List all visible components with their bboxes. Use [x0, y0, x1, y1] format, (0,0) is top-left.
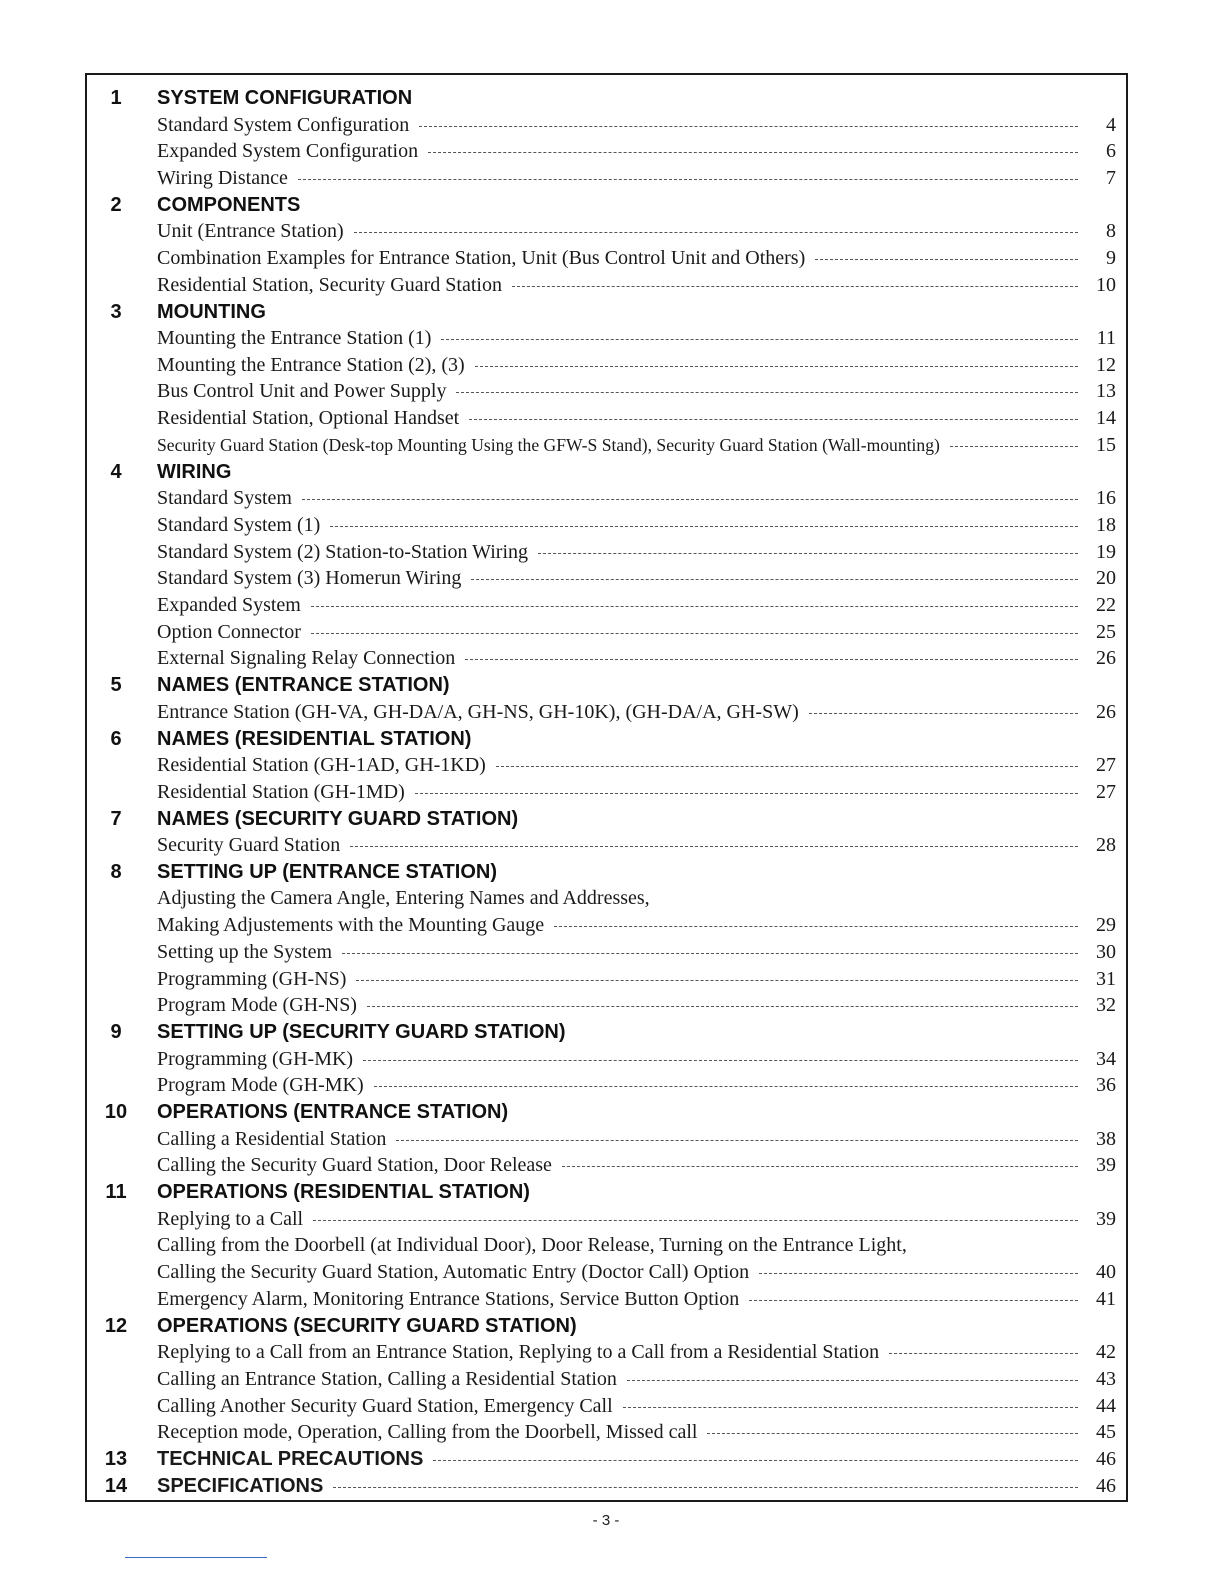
entry-title: Reception mode, Operation, Calling from the Doorbell, Missed call — [157, 1421, 698, 1444]
toc-row — [87, 1259, 1126, 1286]
toc-entry[interactable] — [157, 1446, 1116, 1473]
toc-row — [87, 592, 1126, 619]
section-number: 5 — [110, 674, 122, 697]
section-number: 4 — [110, 460, 122, 483]
toc-entry[interactable] — [157, 1046, 1116, 1073]
dot-leader — [350, 846, 1078, 847]
entry-title: Mounting the Entrance Station (2), (3) — [157, 353, 465, 376]
entry-title: Replying to a Call from an Entrance Station, Replying to a Call from a Residential Station — [157, 1341, 880, 1364]
page-ref: 41 — [1096, 1287, 1116, 1310]
page-number: - 3 - — [592, 1512, 620, 1529]
dot-leader — [623, 1407, 1078, 1408]
page-ref: 39 — [1096, 1207, 1116, 1230]
toc-row — [87, 539, 1126, 566]
toc-section-heading — [87, 726, 1126, 753]
toc-section-heading — [87, 859, 1126, 886]
toc-entry[interactable] — [157, 379, 1116, 406]
dot-leader — [759, 1273, 1078, 1274]
toc-entry[interactable] — [157, 912, 1116, 939]
toc-entry[interactable] — [157, 1126, 1116, 1153]
page-ref: 28 — [1096, 834, 1116, 857]
dot-leader — [302, 499, 1078, 500]
toc-row — [87, 112, 1126, 139]
entry-title: Standard System (2) Station-to-Station Wiring — [157, 540, 529, 563]
page-ref: 22 — [1096, 593, 1116, 616]
page-ref: 46 — [1096, 1474, 1116, 1497]
dot-leader — [333, 1487, 1078, 1488]
toc-entry[interactable] — [157, 1419, 1116, 1446]
entry-title: Calling the Security Guard Station, Automatic Entry (Doctor Call) Option — [157, 1261, 750, 1284]
dot-leader — [538, 553, 1078, 554]
page-ref: 9 — [1106, 246, 1116, 269]
entry-title: Expanded System Configuration — [157, 140, 419, 163]
toc-row — [87, 352, 1126, 379]
toc-entry[interactable] — [157, 1393, 1116, 1420]
toc-entry[interactable] — [157, 832, 1116, 859]
page-ref: 15 — [1096, 433, 1116, 456]
entry-title: Standard System — [157, 487, 292, 510]
toc-entry[interactable] — [157, 512, 1116, 539]
section-number: 2 — [110, 193, 122, 216]
toc-row — [87, 1126, 1126, 1153]
toc-row — [87, 1072, 1126, 1099]
entry-title: Option Connector — [157, 620, 301, 643]
page-ref: 14 — [1096, 407, 1116, 430]
entry-title: External Signaling Relay Connection — [157, 647, 456, 670]
section-title: TECHNICAL PRECAUTIONS — [157, 1447, 424, 1470]
toc-entry[interactable] — [157, 752, 1116, 779]
toc-row — [87, 832, 1126, 859]
entry-title: Program Mode (GH-NS) — [157, 994, 357, 1017]
section-title: COMPONENTS — [157, 193, 301, 216]
toc-entry[interactable] — [157, 619, 1116, 646]
section-number: 12 — [104, 1314, 128, 1337]
entry-title: Standard System (3) Homerun Wiring — [157, 567, 462, 590]
page-ref: 26 — [1096, 647, 1116, 670]
dot-leader — [496, 766, 1078, 767]
entry-title: Unit (Entrance Station) — [157, 220, 344, 243]
toc-entry[interactable] — [157, 485, 1116, 512]
toc-section-heading — [87, 1019, 1126, 1046]
entry-title: Standard System Configuration — [157, 113, 410, 136]
toc-entry[interactable] — [157, 218, 1116, 245]
entry-title: Adjusting the Camera Angle, Entering Names and Addresses, — [157, 887, 650, 910]
dot-leader — [311, 606, 1078, 607]
dot-leader — [465, 659, 1078, 660]
toc-entry[interactable] — [157, 1153, 1116, 1180]
entry-title: Calling a Residential Station — [157, 1127, 387, 1150]
toc-entry[interactable] — [157, 325, 1116, 352]
dot-leader — [367, 1006, 1078, 1007]
toc-row — [87, 512, 1126, 539]
dot-leader — [415, 793, 1078, 794]
toc-section-heading — [87, 1179, 1126, 1206]
entry-title: Calling from the Doorbell (at Individual Door), Door Release, Turning on the Entrance Light, — [157, 1234, 907, 1257]
toc-section-heading — [87, 1099, 1126, 1126]
section-title: SPECIFICATIONS — [157, 1474, 324, 1497]
section-title: NAMES (SECURITY GUARD STATION) — [157, 807, 519, 830]
page-ref: 16 — [1096, 487, 1116, 510]
page-ref: 39 — [1096, 1154, 1116, 1177]
toc-row — [87, 645, 1126, 672]
dot-leader — [889, 1353, 1078, 1354]
toc-section-heading — [87, 299, 1126, 326]
page-ref: 4 — [1106, 113, 1116, 136]
toc-row — [87, 1339, 1126, 1366]
entry-title: Making Adjustements with the Mounting Gauge — [157, 914, 545, 937]
dot-leader — [512, 286, 1078, 287]
toc-row — [87, 272, 1126, 299]
dot-leader — [396, 1140, 1078, 1141]
section-number: 11 — [105, 1181, 127, 1204]
page-ref: 8 — [1106, 220, 1116, 243]
dot-leader — [428, 152, 1078, 153]
toc-entry[interactable] — [157, 966, 1116, 993]
page-ref: 19 — [1096, 540, 1116, 563]
toc-row — [87, 912, 1126, 939]
entry-title: Wiring Distance — [157, 166, 288, 189]
toc-row — [87, 245, 1126, 272]
toc-entry[interactable] — [157, 1339, 1116, 1366]
toc-entry[interactable] — [157, 699, 1116, 726]
entry-title: Residential Station, Security Guard Station — [157, 273, 502, 296]
page-ref: 27 — [1096, 754, 1116, 777]
toc-entry[interactable] — [157, 1233, 1086, 1260]
toc-entry[interactable] — [157, 992, 1116, 1019]
section-title: SYSTEM CONFIGURATION — [157, 87, 413, 109]
section-title: SETTING UP (ENTRANCE STATION) — [157, 860, 497, 883]
page-ref: 25 — [1096, 620, 1116, 643]
toc-row — [87, 405, 1126, 432]
toc-row — [87, 325, 1126, 352]
toc-section-heading — [87, 672, 1126, 699]
toc-entry[interactable] — [157, 1072, 1116, 1099]
entry-title: Entrance Station (GH-VA, GH-DA/A, GH-NS, GH-10K), (GH-DA/A, GH-SW) — [157, 700, 799, 723]
page-ref: 7 — [1106, 166, 1116, 189]
section-number: 1 — [110, 87, 122, 109]
entry-title: Mounting the Entrance Station (1) — [157, 327, 432, 350]
toc-entry[interactable] — [157, 138, 1116, 165]
toc-entry[interactable] — [157, 165, 1116, 192]
page-ref: 43 — [1096, 1367, 1116, 1390]
dot-leader — [456, 392, 1078, 393]
section-title: OPERATIONS (SECURITY GUARD STATION) — [157, 1314, 577, 1337]
dot-leader — [433, 1460, 1078, 1461]
dot-leader — [356, 980, 1078, 981]
dot-leader — [469, 419, 1078, 420]
page-ref: 46 — [1096, 1447, 1116, 1470]
section-title: WIRING — [157, 460, 232, 483]
section-number: 13 — [104, 1448, 128, 1471]
toc-row — [87, 1233, 1126, 1260]
entry-title: Combination Examples for Entrance Station, Unit (Bus Control Unit and Others) — [157, 246, 806, 269]
section-title: MOUNTING — [157, 300, 266, 323]
toc-entry[interactable] — [157, 592, 1116, 619]
dot-leader — [562, 1166, 1078, 1167]
page-ref: 30 — [1096, 940, 1116, 963]
toc-entry[interactable] — [157, 272, 1116, 299]
entry-title: Setting up the System — [157, 940, 332, 963]
divider — [125, 1557, 267, 1558]
dot-leader — [809, 713, 1078, 714]
toc-row — [87, 1419, 1126, 1446]
dot-leader — [950, 446, 1078, 447]
toc-row — [87, 379, 1126, 406]
section-number: 7 — [110, 807, 122, 830]
section-number: 14 — [104, 1474, 128, 1497]
toc-section-heading — [87, 1446, 1126, 1473]
section-title: NAMES (ENTRANCE STATION) — [157, 674, 450, 697]
toc-row — [87, 1286, 1126, 1313]
page-ref: 13 — [1096, 380, 1116, 403]
toc-row — [87, 1366, 1126, 1393]
toc-entry[interactable] — [157, 1259, 1116, 1286]
dot-leader — [298, 179, 1078, 180]
page-ref: 6 — [1106, 140, 1116, 163]
entry-title: Calling an Entrance Station, Calling a Residential Station — [157, 1367, 617, 1390]
section-title: OPERATIONS (RESIDENTIAL STATION) — [157, 1181, 530, 1204]
toc-entry[interactable] — [157, 779, 1116, 806]
section-number: 10 — [104, 1101, 128, 1124]
entry-title: Programming (GH-NS) — [157, 967, 347, 990]
toc-row — [87, 218, 1126, 245]
page-ref: 44 — [1096, 1394, 1116, 1417]
entry-title: Expanded System — [157, 593, 301, 616]
page-ref: 10 — [1096, 273, 1116, 296]
dot-leader — [330, 526, 1078, 527]
toc-entry[interactable] — [157, 432, 1116, 459]
page-ref: 36 — [1096, 1074, 1116, 1097]
page-ref: 34 — [1096, 1047, 1116, 1070]
toc-row — [87, 165, 1126, 192]
toc-entry[interactable] — [157, 112, 1116, 139]
section-number: 8 — [110, 860, 122, 883]
dot-leader — [354, 232, 1078, 233]
table-of-contents — [85, 73, 1128, 1502]
entry-title: Security Guard Station — [157, 834, 341, 857]
toc-row — [87, 619, 1126, 646]
page-ref: 11 — [1096, 327, 1116, 350]
entry-title: Bus Control Unit and Power Supply — [157, 380, 447, 403]
section-number: 3 — [110, 300, 122, 323]
page-ref: 20 — [1096, 567, 1116, 590]
toc-entry[interactable] — [157, 245, 1116, 272]
toc-entry[interactable] — [157, 1473, 1116, 1500]
toc-entry[interactable] — [157, 405, 1116, 432]
page-ref: 42 — [1096, 1341, 1116, 1364]
section-title: SETTING UP (SECURITY GUARD STATION) — [157, 1021, 566, 1044]
toc-row — [87, 138, 1126, 165]
page-ref: 45 — [1096, 1421, 1116, 1444]
toc-row — [87, 1046, 1126, 1073]
dot-leader — [471, 579, 1078, 580]
toc-entry[interactable] — [157, 1286, 1116, 1313]
entry-title: Residential Station (GH-1MD) — [157, 780, 405, 803]
page-ref: 38 — [1096, 1127, 1116, 1150]
toc-entry[interactable] — [157, 352, 1116, 379]
entry-title: Calling Another Security Guard Station, Emergency Call — [157, 1394, 613, 1417]
section-title: NAMES (RESIDENTIAL STATION) — [157, 727, 472, 750]
toc-row — [87, 699, 1126, 726]
toc-section-heading — [87, 1473, 1126, 1500]
toc-row — [87, 1206, 1126, 1233]
entry-title: Emergency Alarm, Monitoring Entrance Stations, Service Button Option — [157, 1287, 740, 1310]
section-number: 6 — [110, 727, 122, 750]
toc-entry[interactable] — [157, 645, 1116, 672]
toc-section-heading — [87, 1313, 1126, 1340]
page-ref: 27 — [1096, 780, 1116, 803]
section-number: 9 — [110, 1021, 122, 1044]
page-ref: 40 — [1096, 1261, 1116, 1284]
entry-title: Residential Station (GH-1AD, GH-1KD) — [157, 754, 486, 777]
toc-row — [87, 752, 1126, 779]
dot-leader — [441, 339, 1078, 340]
dot-leader — [342, 953, 1078, 954]
dot-leader — [363, 1060, 1078, 1061]
dot-leader — [311, 633, 1078, 634]
toc-list — [87, 85, 1126, 1499]
toc-row — [87, 992, 1126, 1019]
toc-section-heading — [87, 192, 1126, 219]
entry-title: Program Mode (GH-MK) — [157, 1074, 364, 1097]
toc-entry[interactable] — [157, 565, 1116, 592]
section-title: OPERATIONS (ENTRANCE STATION) — [157, 1101, 509, 1124]
toc-row — [87, 939, 1126, 966]
page-ref: 32 — [1096, 994, 1116, 1017]
dot-leader — [749, 1300, 1078, 1301]
dot-leader — [313, 1220, 1078, 1221]
toc-entry[interactable] — [157, 539, 1116, 566]
entry-title: Replying to a Call — [157, 1207, 304, 1230]
dot-leader — [707, 1433, 1078, 1434]
toc-entry[interactable] — [157, 1206, 1116, 1233]
entry-title: Residential Station, Optional Handset — [157, 407, 460, 430]
dot-leader — [374, 1086, 1078, 1087]
dot-leader — [419, 126, 1078, 127]
entry-title: Calling the Security Guard Station, Door Release — [157, 1154, 552, 1177]
toc-row — [87, 432, 1126, 459]
toc-row — [87, 779, 1126, 806]
page-ref: 12 — [1096, 353, 1116, 376]
page-ref: 31 — [1096, 967, 1116, 990]
page-ref: 29 — [1096, 914, 1116, 937]
dot-leader — [554, 926, 1078, 927]
page-ref: 26 — [1096, 700, 1116, 723]
dot-leader — [475, 366, 1078, 367]
toc-section-heading — [87, 806, 1126, 833]
toc-row — [87, 886, 1126, 913]
entry-title: Standard System (1) — [157, 513, 321, 536]
toc-row — [87, 966, 1126, 993]
toc-section-heading — [87, 459, 1126, 486]
entry-title: Security Guard Station (Desk-top Mounting Using the GFW-S Stand), Security Guard Station (Wall-mounting) — [157, 434, 940, 455]
dot-leader — [627, 1380, 1078, 1381]
toc-row — [87, 485, 1126, 512]
toc-section-heading — [87, 85, 1126, 112]
toc-row — [87, 1153, 1126, 1180]
toc-entry[interactable] — [157, 1366, 1116, 1393]
toc-row — [87, 565, 1126, 592]
entry-title: Programming (GH-MK) — [157, 1047, 354, 1070]
dot-leader — [815, 259, 1078, 260]
toc-entry[interactable] — [157, 939, 1116, 966]
toc-entry[interactable] — [157, 886, 1086, 913]
page-ref: 18 — [1096, 513, 1116, 536]
toc-row — [87, 1393, 1126, 1420]
